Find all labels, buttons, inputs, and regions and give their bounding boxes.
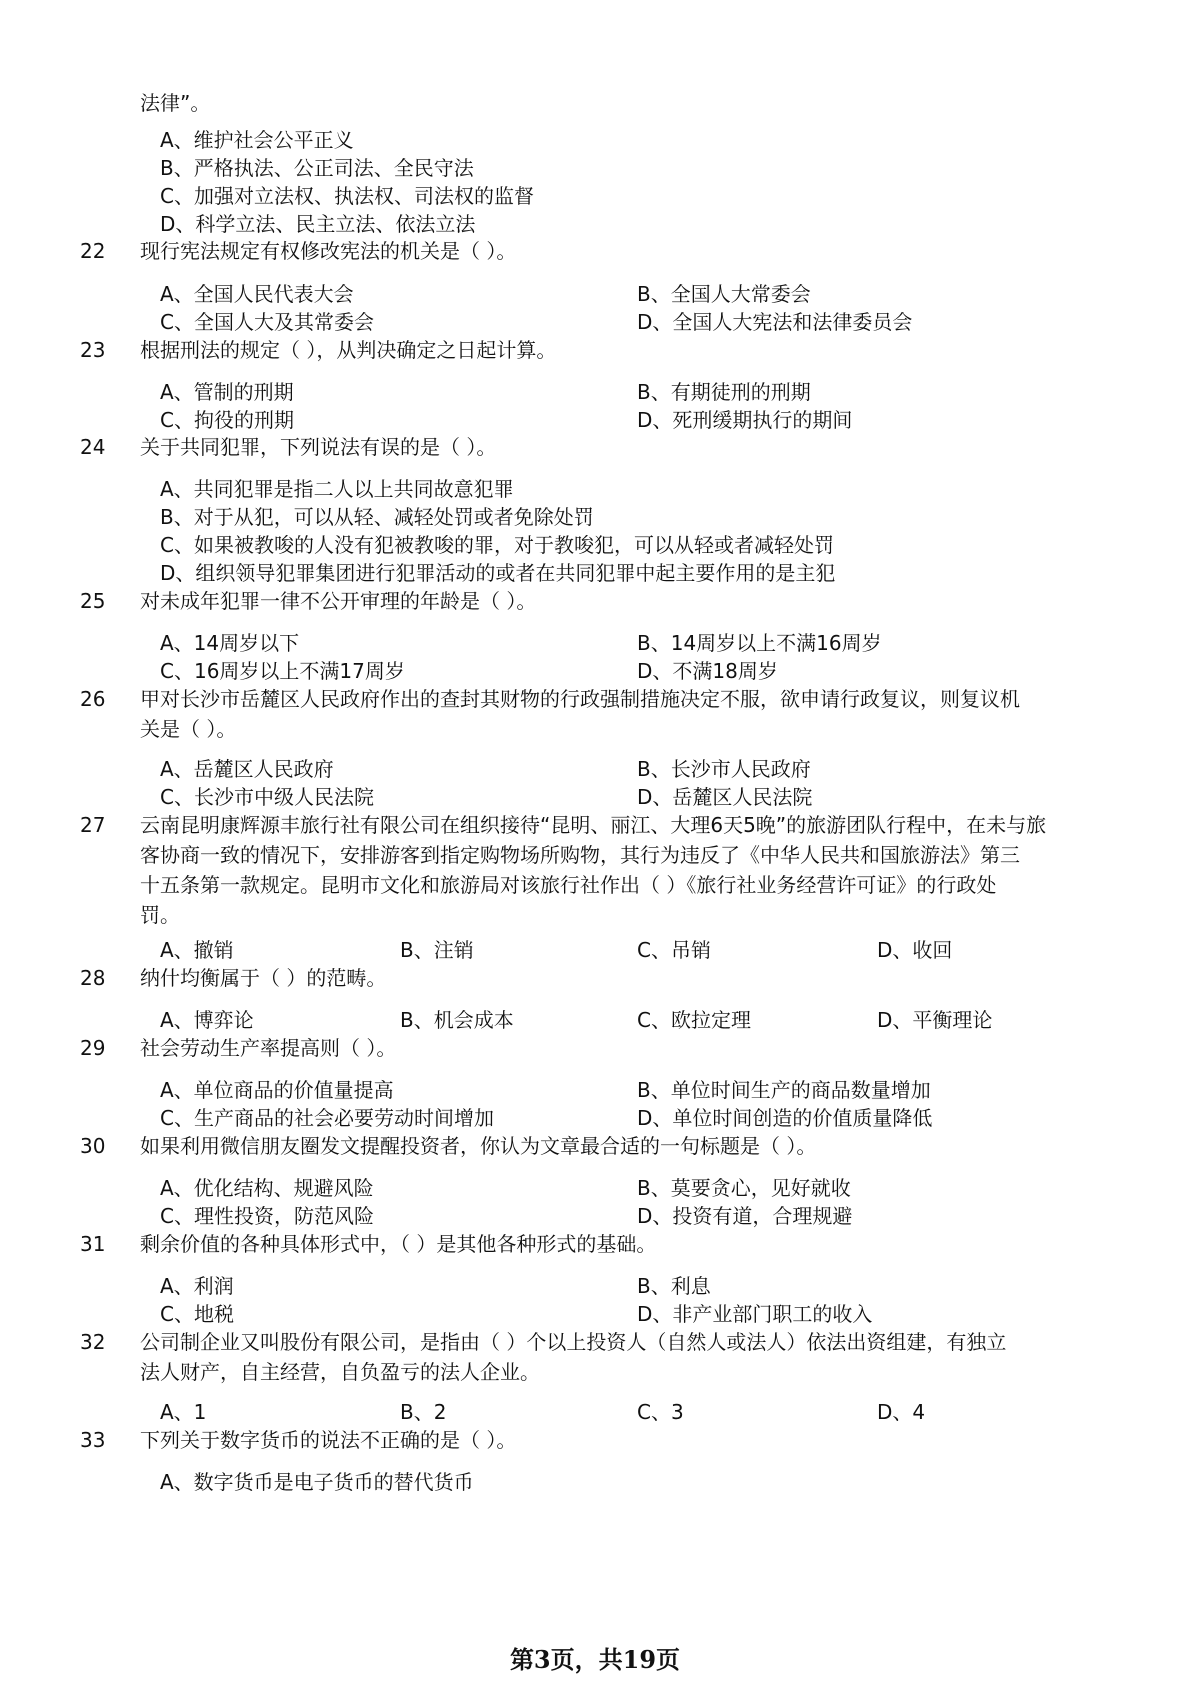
q23-option-d: D、死刑缓期执行的期间	[637, 408, 853, 432]
q23-option-c: C、拘役的刑期	[160, 408, 294, 432]
question-text: 纳什均衡属于（ ）的范畴。	[140, 966, 387, 990]
question-number: 28	[80, 966, 106, 990]
q21-option-b: B、严格执法、公正司法、全民守法	[160, 156, 474, 180]
q23-option-b: B、有期徒刑的刑期	[637, 380, 811, 404]
question-number: 24	[80, 435, 106, 459]
question-text-line: 客协商一致的情况下，安排游客到指定购物场所购物，其行为违反了《中华人民共和国旅游法》第三	[140, 843, 1020, 867]
question-text-line: 公司制企业又叫股份有限公司，是指由（ ）个以上投资人（自然人或法人）依法出资组建，有独立	[140, 1330, 1007, 1354]
question-number: 31	[80, 1232, 106, 1256]
q22-option-a: A、全国人民代表大会	[160, 282, 354, 306]
question-number: 25	[80, 589, 106, 613]
q24-option-a: A、共同犯罪是指二人以上共同故意犯罪	[160, 477, 514, 501]
q24-option-c: C、如果被教唆的人没有犯被教唆的罪，对于教唆犯，可以从轻或者减轻处罚	[160, 533, 834, 557]
q31-option-d: D、非产业部门职工的收入	[637, 1302, 873, 1326]
q23-option-a: A、管制的刑期	[160, 380, 294, 404]
question-text-line: 罚。	[140, 903, 180, 927]
q29-option-c: C、生产商品的社会必要劳动时间增加	[160, 1106, 494, 1130]
q27-option-d: D、收回	[877, 938, 953, 962]
q28-option-d: D、平衡理论	[877, 1008, 993, 1032]
q22-option-c: C、全国人大及其常委会	[160, 310, 374, 334]
q30-option-d: D、投资有道，合理规避	[637, 1204, 853, 1228]
q33-option-a: A、数字货币是电子货币的替代货币	[160, 1470, 474, 1494]
question-text-line: 云南昆明康辉源丰旅行社有限公司在组织接待“昆明、丽江、大理6天5晚”的旅游团队行程中，在未与旅	[140, 813, 1047, 837]
q29-option-b: B、单位时间生产的商品数量增加	[637, 1078, 931, 1102]
question-text-line: 关是（ ）。	[140, 717, 237, 741]
page-footer: 第3页，共19页	[509, 1645, 681, 1674]
question-text	[140, 810, 1090, 930]
q22-option-b: B、全国人大常委会	[637, 282, 811, 306]
question-text-line: 十五条第一款规定。昆明市文化和旅游局对该旅行社作出（ ）《旅行社业务经营许可证》的行政处	[140, 873, 997, 897]
q29-option-a: A、单位商品的价值量提高	[160, 1078, 394, 1102]
question-number: 30	[80, 1134, 106, 1158]
q29-option-d: D、单位时间创造的价值质量降低	[637, 1106, 933, 1130]
q28-option-c: C、欧拉定理	[637, 1008, 751, 1032]
q27-option-b: B、注销	[400, 938, 474, 962]
q28-option-a: A、博弈论	[160, 1008, 254, 1032]
q32-option-a: A、1	[160, 1400, 207, 1424]
q32-option-c: C、3	[637, 1400, 684, 1424]
q24-option-b: B、对于从犯，可以从轻、减轻处罚或者免除处罚	[160, 505, 594, 529]
question-text: 下列关于数字货币的说法不正确的是（ ）。	[140, 1428, 517, 1452]
q26-option-b: B、长沙市人民政府	[637, 757, 811, 781]
q26-option-a: A、岳麓区人民政府	[160, 757, 334, 781]
q21-option-c: C、加强对立法权、执法权、司法权的监督	[160, 184, 534, 208]
question-text	[140, 684, 1090, 744]
q26-option-d: D、岳麓区人民法院	[637, 785, 813, 809]
q30-option-a: A、优化结构、规避风险	[160, 1176, 374, 1200]
q26-option-c: C、长沙市中级人民法院	[160, 785, 374, 809]
question-text: 根据刑法的规定（ ），从判决确定之日起计算。	[140, 338, 557, 362]
q27-option-c: C、吊销	[637, 938, 711, 962]
question-number: 32	[80, 1330, 106, 1354]
carryover-text: 法律”。	[140, 91, 211, 115]
q21-option-d: D、科学立法、民主立法、依法立法	[160, 212, 476, 236]
question-text: 社会劳动生产率提高则（ ）。	[140, 1036, 397, 1060]
q21-option-a: A、维护社会公平正义	[160, 128, 354, 152]
q25-option-b: B、14周岁以上不满16周岁	[637, 631, 882, 655]
question-number: 33	[80, 1428, 106, 1452]
q28-option-b: B、机会成本	[400, 1008, 514, 1032]
q31-option-a: A、利润	[160, 1274, 234, 1298]
q22-option-d: D、全国人大宪法和法律委员会	[637, 310, 913, 334]
question-number: 27	[80, 813, 106, 837]
q31-option-c: C、地税	[160, 1302, 234, 1326]
question-text: 对未成年犯罪一律不公开审理的年龄是（ ）。	[140, 589, 537, 613]
q31-option-b: B、利息	[637, 1274, 711, 1298]
question-number: 23	[80, 338, 106, 362]
q25-option-d: D、不满18周岁	[637, 659, 778, 683]
question-number: 29	[80, 1036, 106, 1060]
q32-option-d: D、4	[877, 1400, 926, 1424]
q25-option-c: C、16周岁以上不满17周岁	[160, 659, 405, 683]
question-text: 如果利用微信朋友圈发文提醒投资者，你认为文章最合适的一句标题是（ ）。	[140, 1134, 817, 1158]
question-number: 22	[80, 239, 106, 263]
question-text	[140, 1327, 1090, 1387]
q32-option-b: B、2	[400, 1400, 447, 1424]
q30-option-c: C、理性投资，防范风险	[160, 1204, 374, 1228]
question-text-line: 法人财产，自主经营，自负盈亏的法人企业。	[140, 1360, 540, 1384]
question-text-line: 甲对长沙市岳麓区人民政府作出的查封其财物的行政强制措施决定不服，欲申请行政复议，则复议机	[140, 687, 1020, 711]
q24-option-d: D、组织领导犯罪集团进行犯罪活动的或者在共同犯罪中起主要作用的是主犯	[160, 561, 836, 585]
q27-option-a: A、撤销	[160, 938, 234, 962]
question-text: 关于共同犯罪，下列说法有误的是（ ）。	[140, 435, 497, 459]
q30-option-b: B、莫要贪心，见好就收	[637, 1176, 851, 1200]
question-number: 26	[80, 687, 106, 711]
q25-option-a: A、14周岁以下	[160, 631, 300, 655]
question-text: 现行宪法规定有权修改宪法的机关是（ ）。	[140, 239, 517, 263]
question-text: 剩余价值的各种具体形式中，（ ）是其他各种形式的基础。	[140, 1232, 657, 1256]
